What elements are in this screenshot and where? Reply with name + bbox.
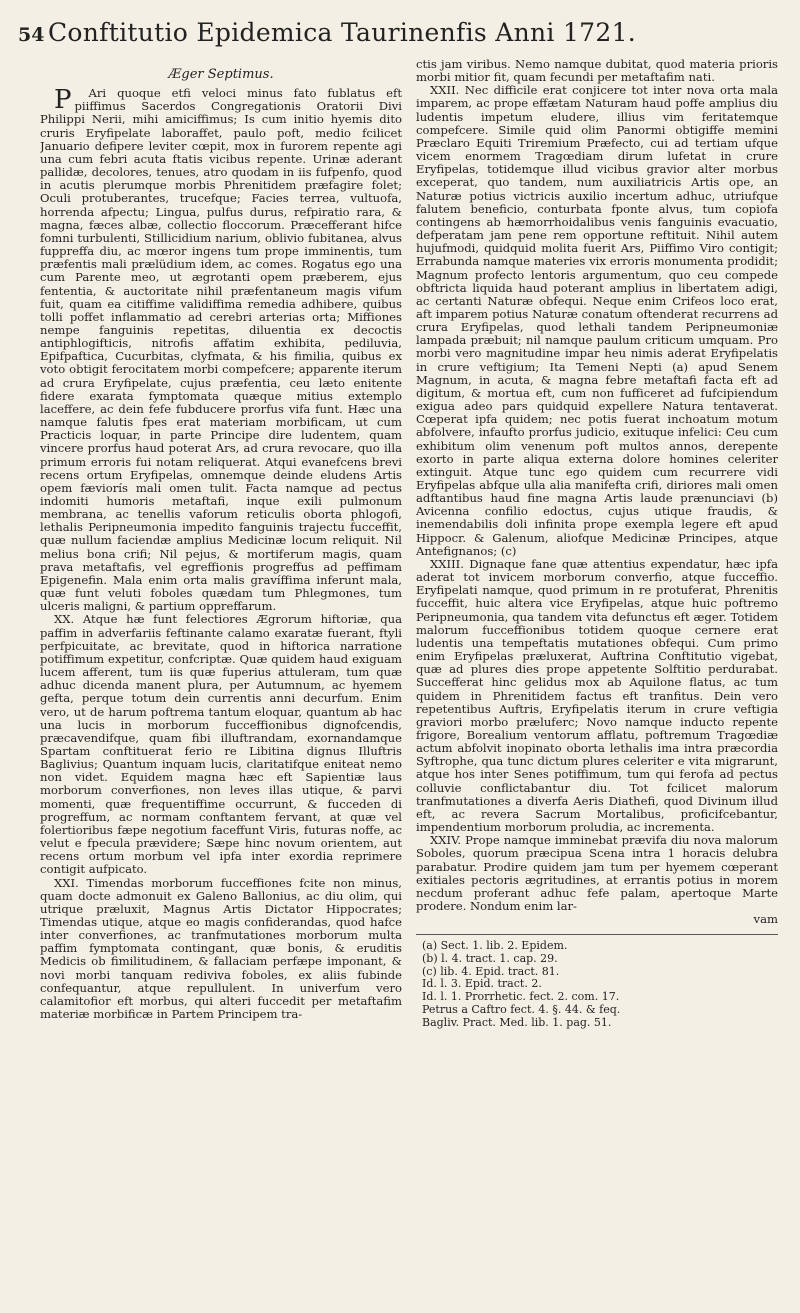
paragraph: XXIV. Prope namque imminebat prævifa diu nova malorum Soboles, quorum præcipua Scena intra 1 horacis delubra parabatur. Prodire quidem jam tum per hyemem cœperant exitiales pectoris ægritudines, at errantis potius in morem necdum proferant adhuc fefe palam, apertoque Marte prodere. Nondum enim lar- bbox=[416, 833, 778, 913]
page-header bbox=[18, 18, 778, 54]
footnote: Petrus a Caftro fect. 4. §. 44. & feq. bbox=[422, 1002, 621, 1016]
left-column bbox=[40, 58, 402, 1301]
footnote: (b) l. 4. tract. 1. cap. 29. bbox=[422, 952, 558, 966]
footnotes bbox=[416, 934, 778, 1029]
paragraph: XXII. Nec difficile erat conjicere tot inter nova orta mala imparem, ac prope effætam Naturam haud poffe amplius diu ludentis impetum eludere, illius vim feritatemque compefcere. Simile quid olim Panormi obtigiffe memini Præclaro Equiti Triremium Præfecto, cui ad tertiam ufque vicem enormem Tragœdiam dirum lufetat in crure Eryfipelas, totidemque illud vicibus gravior alter morbus exceperat, quo tandem, num auxiliatricis Artis ope, an Naturæ potius victricis auxilio incertum adhuc, utriufque falutem beneficio, conturbata fponte alvus, tum copiofa contingens ab hæmorrhoidalibus venis fanguinis evacuatio, defperatam jam pene rem opportune reftituit. Nihil autem hujufmodi, quidquid molita fuerit Ars, Piiffimo Viro contigit; Errabunda namque materies vix erroris monumenta prodidit; Magnum profecto lentoris argumentum, quo ceu compede obftricta liquida haud poterant amplius in libertatem adigi, ac certanti Naturæ obfequi. Neque enim Crifeos loco erat, aft imparem potius Naturæ conatum oftenderat recurrens ad crura Eryfipelas, quod lethali tandem Peripneumoniæ lampada præbuit; nil namque paulum criticum umquam. Pro morbi vero magnitudine impar heu nimis aderat Eryfipelatis in crure veftigium; Ita Temeni Nepti (a) apud Senem Magnum, in acuta, & magna febre metaftafi facta eft ad digitum, & mortua eft, cum non fufficeret ad fufcipiendum exigua adeo pars quidquid expellere Natura tentaverat. Cœperat ipfa quidem; nec potis fuerat inchoatum motum abfolvere, infaufto prorfus judicio, exituque infelici: Ceu cum exhibitum olim venenum poft multos annos, derepente exorto in parte aliqua externa dolore homines celeriter extinguit. Atque tunc ego quidem cum recurrere vidi Eryfipelas abfque ulla alia manifefta crifi, diriores mali omen adftantibus haud fine magna Artis laude prænunciavi (b) Avicenna confilio edoctus, cujus utique fraudis, & inemendabilis doli infinita prope exempla legere eft apud Hippocr. & Galenum, aliofque Medicinæ Principes, atque Antefignanos; (c) bbox=[416, 83, 778, 558]
paragraph: XX. Atque hæ funt felectiores Ægrorum hiftoriæ, qua paffim in adverfariis feftinante calamo exaratæ fuerant, ftyli perfpicuitate, ac brevitate, quod in hiftorica narratione potiffimum expetitur, confcriptæ. Quæ quidem haud exiguam lucem afferent, tum iis quæ fuperius attuleram, tum quæ adhuc dicenda manent plura, per Autumnum, ac hyemem gefta, perque totum dein currentis anni decurfum. Enim vero, ut de harum poftrema tantum eloquar, quantum ab hac una lucis in morborum fucceffionibus dignofcendis, præcavendifque, quam fibi illuftrandam, exornandamque Spartam conftituerat ferio re Libitina dignus Illuftris Baglivius; Quantum inquam lucis, claritatifque eniteat nemo non videt. Equidem magna hæc eft Sapientiæ laus morborum converfiones, non leves illas utique, & parvi momenti, quæ frequentiffime occurrunt, & fucceden di progreffum, ac normam conftantem fervant, at quæ vel folertioribus fæpe negotium faceffunt Viris, futuras noffe, ac velut e fpecula prævidere; Sæpe hinc novum orientem, aut recens ortum morbum vel ipfa inter exordia reprimere contigit aufpicato. bbox=[40, 612, 402, 877]
footnote: (c) lib. 4. Epid. tract. 81. bbox=[422, 964, 560, 978]
right-column bbox=[416, 58, 778, 1301]
paragraph: XXIII. Dignaque fane quæ attentius expendatur, hæc ipfa aderat tot invicem morborum converfio, atque fucceffio. Eryfipelati namque, quod primum in re protuferat, Phrenitis fucceffit, huic altera vice Eryfipelas, atque huic poftremo Peripneumonia, qua tandem vita defunctus eft æger. Totidem malorum fucceffionibus totidem quoque cernere erat ludentis una tempeftatis mutationes obfequi. Cum primo enim Eryfipelas præluxerat, Auftrina Conftitutio vigebat, quæ ad plures dies prope appetente Solftitio perdurabat. Succefferat hinc gelidus mox ab Aquilone flatus, ac tum quidem in Phrenitidem factus eft tranfitus. Dein vero repetentibus Auftris, Eryfipelatis iterum in crure veftigia graviori morbo præluferc; Novo namque inducto repente frigore, Borealium ventorum afflatu, poftremum Tragœdiæ actum abfolvit inopinato oborta lethalis ima intra præcordia Syftrophe, qua tunc dictum plures celeriter e vita migrarunt, atque hos inter Senes potiffimum, tum qui ferofa ad pectus colluvie conflictabantur diu. Tot fcilicet malorum tranfmutationes a diverfa Aeris Diathefi, quod Divinum illud eft, ac revera Sacrum Mortalibus, proficifcebantur, impendentium morborum proludia, ac incrementa. bbox=[416, 556, 778, 835]
footnote: Id. l. 1. Prorrhetic. fect. 2. com. 17. bbox=[422, 990, 620, 1004]
catchword: vam bbox=[753, 912, 778, 927]
paragraph: PAri quoque etfi veloci minus fato fublatus eft piiffimus Sacerdos Congregationis Oratorii Divi Philippi Nerii, mihi amiciffimus; Is cum initio hyemis dito cruris Eryfipelate laboraffet, paulo poft, medio fcilicet Januario defipere leviter cœpit, mox in furorem repente agi una cum febri acuta ftatis vicibus repente. Urinæ aderant pallidæ, decolores, tenues, atro quodam in iis fufpenfo, quod in acutis plerumque morbis Phrenitidem præfagire folet; Oculi protuberantes, trucefque; Facies terrea, vultuofa, horrenda afpectu; Lingua, pulfus durus, refpiratio rara, & magna, fæces albæ, collectio floccorum. Præcefferant hifce fomni turbulenti, Stillicidium narium, oblivio fubitanea, alvus fuppreffa diu, ac mœror ingens tum prope imminentis, tum præfentis mali prælüdium idem, ac comes. Rogatus ego una cum Parente meo, ut ægrotanti opem præberem, ejus fententia, & auctoritate nihil præfentaneum magis vifum fuit, quam ea citiffime validiffima remedia adhibere, quibus tolli poffet inflammatio ad cerebri arterias orta; Miffiones nempe fanguinis repetitas, diluentia ex decoctis antiphlogifticis, nitrofis affatim exhibita, pediluvia, Epifpaftica, Cucurbitas, clyfmata, & his fimilia, quibus ex voto obtigit ferocitatem morbi compefcere; apparente iterum ad crura Eryfipelate, cujus præfentia, ceu læto enitente fidere exarata fymptomata quæque mitius extemplo laceffere, ac dein fefe fubducere prorfus vifa funt. Hæc una namque falutis fpes erat materiam morbificam, ut cum Practicis loquar, in parte Principe dire ludentem, quam vincere prorfus haud poterat Ars, ad crura revocare, quo illa primum erroris fui notam reliquerat. Atqui evanefcens brevi recens ortum Eryfipelas, omnemque deinde eludens Artis opem fæviorís mali omen tulit. Facta namque ad pectus indomiti humoris metaftafi, inque exili pulmonum membrana, ac tenellis vaforum reticulis oborta phlogofi, lethalis Peripneumonia impedito fanguinis trajectu fucceffit, quæ nullum faciendæ amplius Medicinæ locum reliquit. Nil melius bona crifi; Nil pejus, & mortiferum magis, quam prava metaftafis, vel egreffionis progreffus ad peffimam Epigenefin. Mala enim orta malis gravíffima inferunt mala, quæ funt veluti foboles quædam tum Phlegmones, tum ulceris maligni, & partium oppreffarum. bbox=[40, 85, 402, 614]
footnote: Id. l. 3. Epid. tract. 2. bbox=[422, 977, 542, 991]
page-number: 54 bbox=[18, 24, 45, 46]
running-title: Conftitutio Epidemica Taurinenfis Anni 1721. bbox=[48, 18, 637, 47]
text-columns bbox=[40, 58, 778, 1301]
case-subheading: Æger Septimus. bbox=[168, 67, 274, 82]
paragraph: XXI. Timendas morborum fucceffiones fcite non minus, quam docte admonuit ex Galeno Ballonius, ac diu olim, qui utrique præluxit, Magnus Artis Dictator Hippocrates; Timendas utique, atque eo magis confiderandas, quod hafce inter converfiones, ac tranfmutationes morborum multa paffim fymptomata contingant, quæ bonis, & eruditis Medicis ob fimilitudinem, & fallaciam perfæpe imponant, & novi morbi tanquam rediviva foboles, ex aliis fubinde confequantur, atque repullulent. In univerfum vero calamitofior eft morbus, qui alteri fuccedit per metaftafim materiæ morbificæ in Partem Principem tra- bbox=[40, 875, 402, 1022]
footnote: Bagliv. Pract. Med. lib. 1. pag. 51. bbox=[422, 1015, 612, 1029]
footnote: (a) Sect. 1. lib. 2. Epidem. bbox=[422, 939, 568, 953]
paragraph: ctis jam viribus. Nemo namque dubitat, quod materia prioris morbi mitior fit, quam fecundi per metaftafim nati. bbox=[416, 58, 778, 85]
